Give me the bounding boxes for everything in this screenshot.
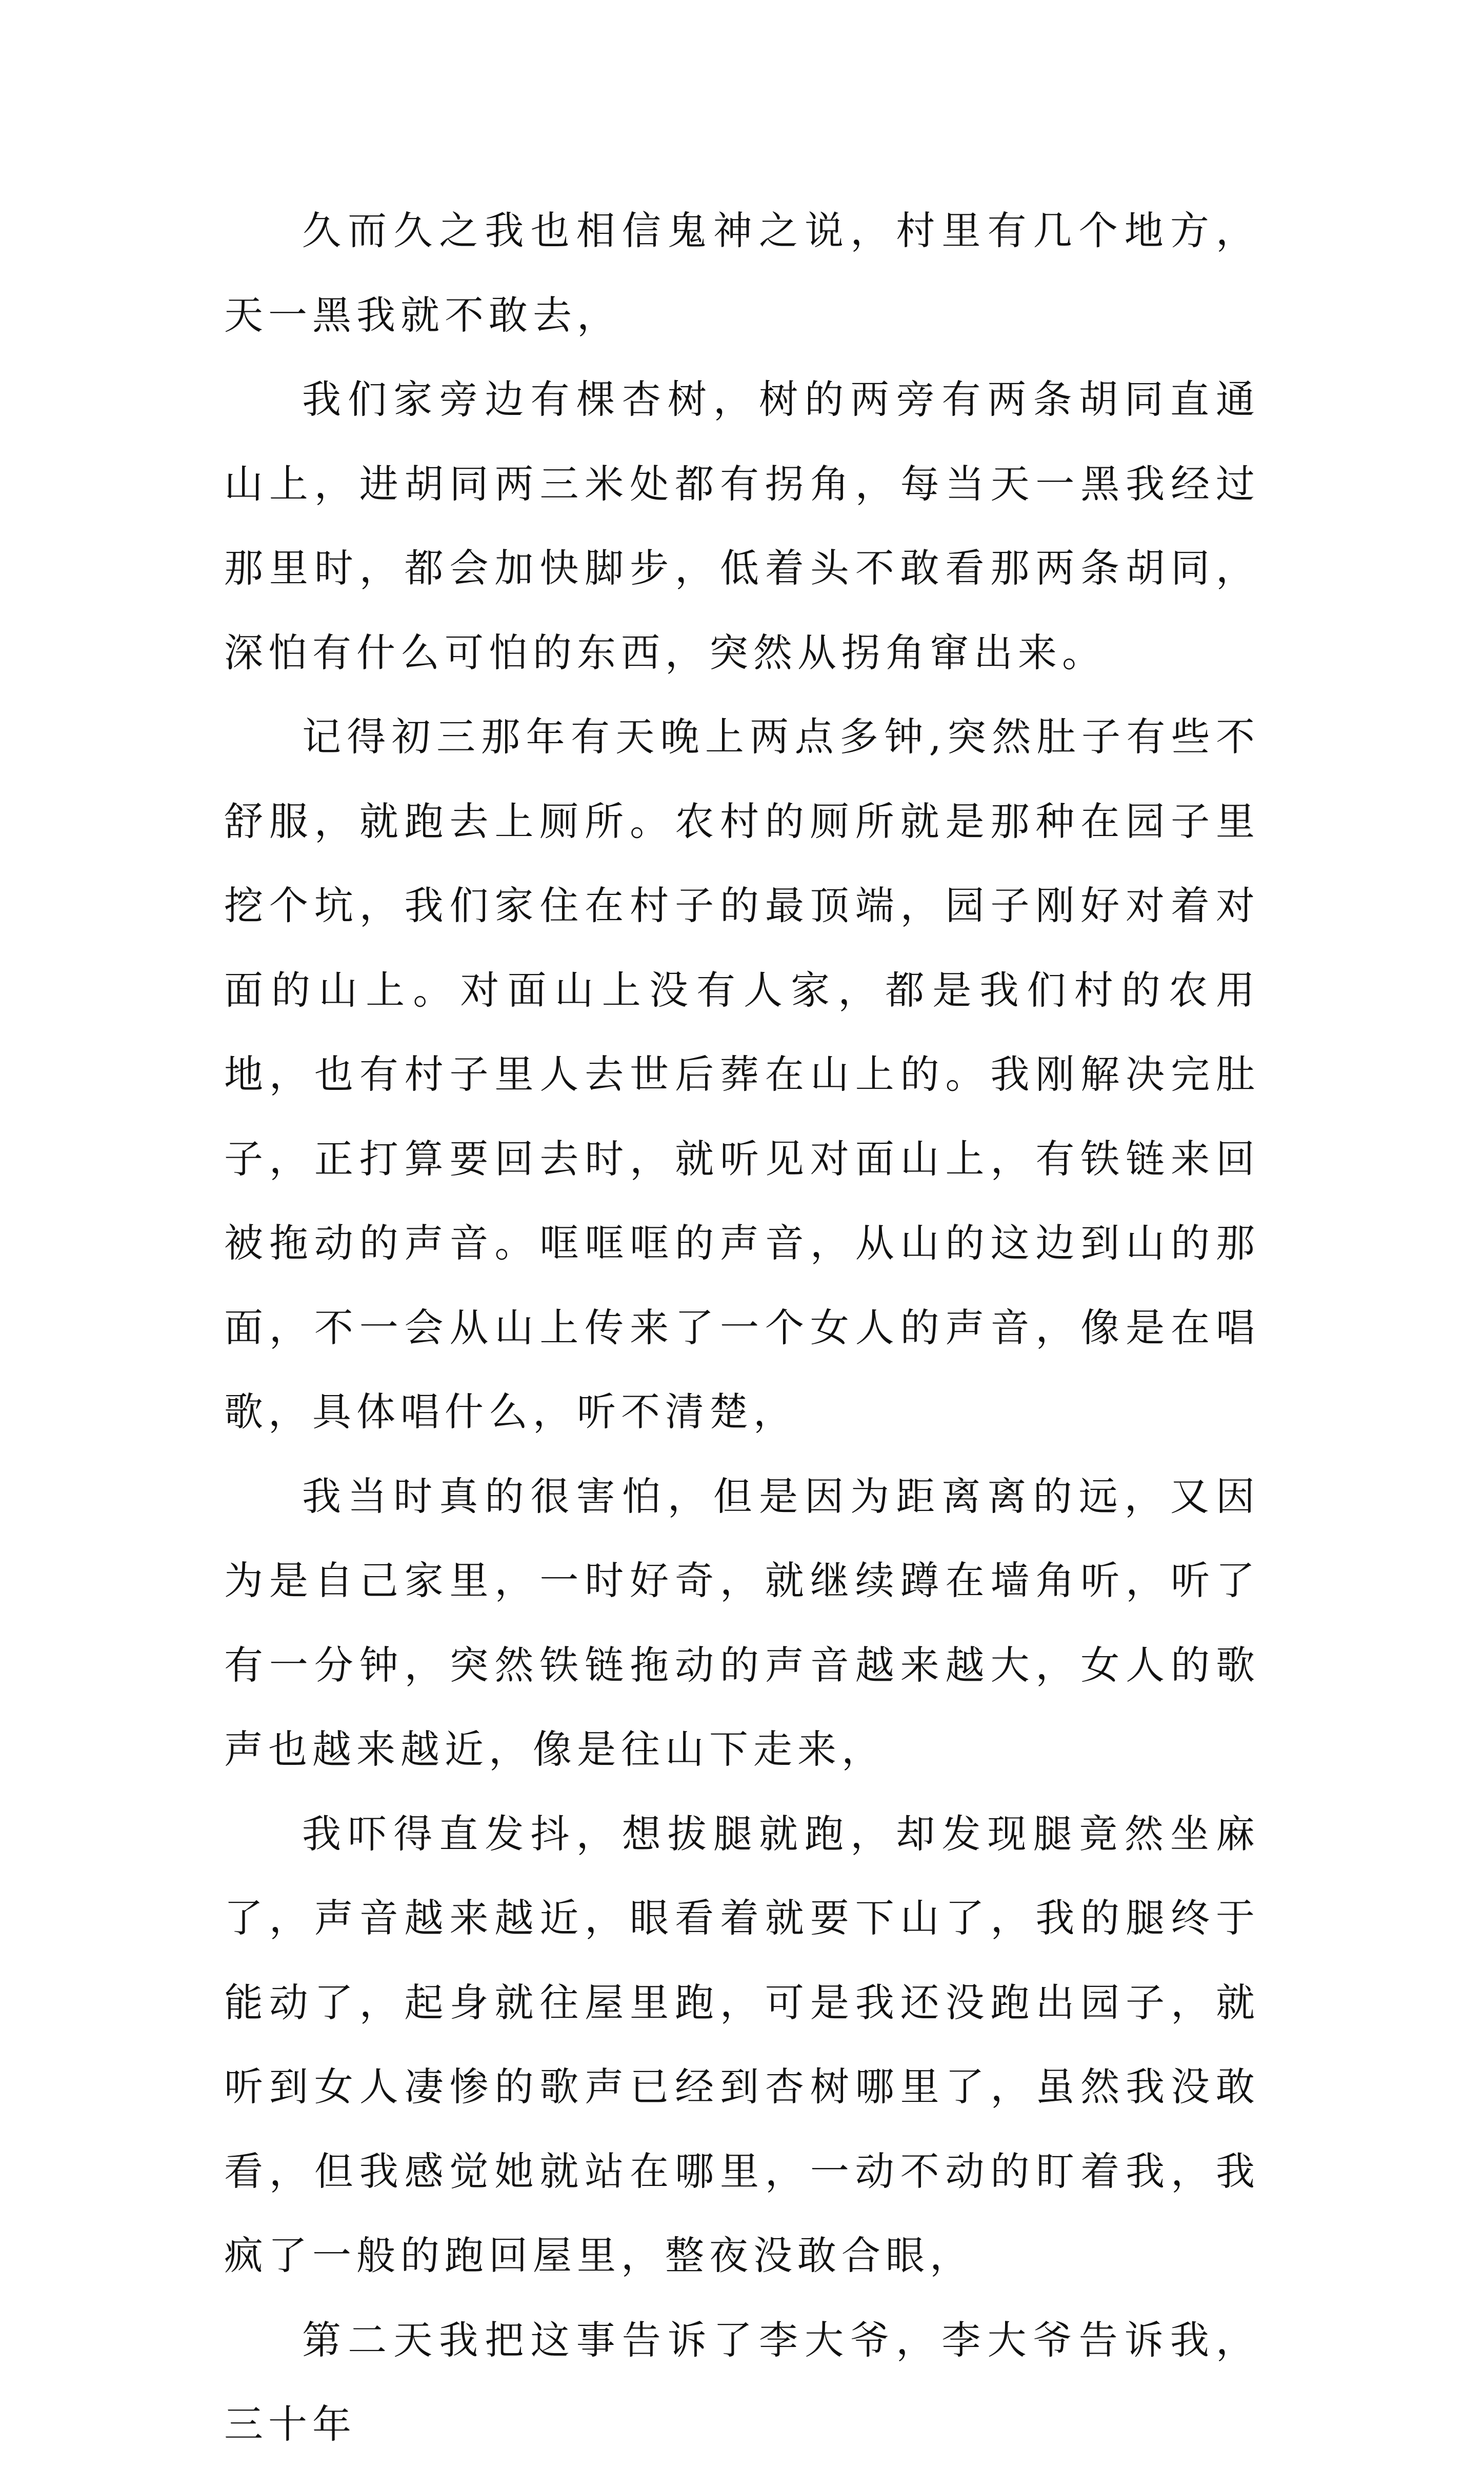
story-text [224,189,1260,2467]
paragraph-1: 久而久之我也相信鬼神之说，村里有几个地方，天一黑我就不敢去， [224,208,1260,338]
paragraph-2: 我们家旁边有棵杏树，树的两旁有两条胡同直通山上，进胡同两三米处都有拐角，每当天一黑我经过那里时，都会加快脚步，低着头不敢看那两条胡同，深怕有什么可怕的东西，突然从拐角窜出来。 [224,376,1260,675]
paragraph-3: 记得初三那年有天晚上两点多钟,突然肚子有些不舒服，就跑去上厕所。农村的厕所就是那种在园子里挖个坑，我们家住在村子的最顶端，园子刚好对着对面的山上。对面山上没有人家，都是我们村的农用地，也有村子里人去世后葬在山上的。我刚解决完肚子，正打算要回去时，就听见对面山上，有铁链来回被拖动的声音。哐哐哐的声音，从山的这边到山的那面，不一会从山上传来了一个女人的声音，像是在唱歌，具体唱什么，听不清楚， [224,714,1260,1435]
paragraph-6: 第二天我把这事告诉了李大爷，李大爷告诉我，三十年 [224,2317,1260,2447]
paragraph-4: 我当时真的很害怕，但是因为距离离的远，又因为是自己家里，一时好奇，就继续蹲在墙角听，听了有一分钟，突然铁链拖动的声音越来越大，女人的歌声也越来越近，像是往山下走来， [224,1473,1260,1772]
paragraph-5: 我吓得直发抖，想拔腿就跑，却发现腿竟然坐麻了，声音越来越近，眼看着就要下山了，我的腿终于能动了，起身就往屋里跑，可是我还没跑出园子，就听到女人凄惨的歌声已经到杏树哪里了，虽然我没敢看，但我感觉她就站在哪里，一动不动的盯着我，我疯了一般的跑回屋里，整夜没敢合眼， [224,1811,1260,2278]
